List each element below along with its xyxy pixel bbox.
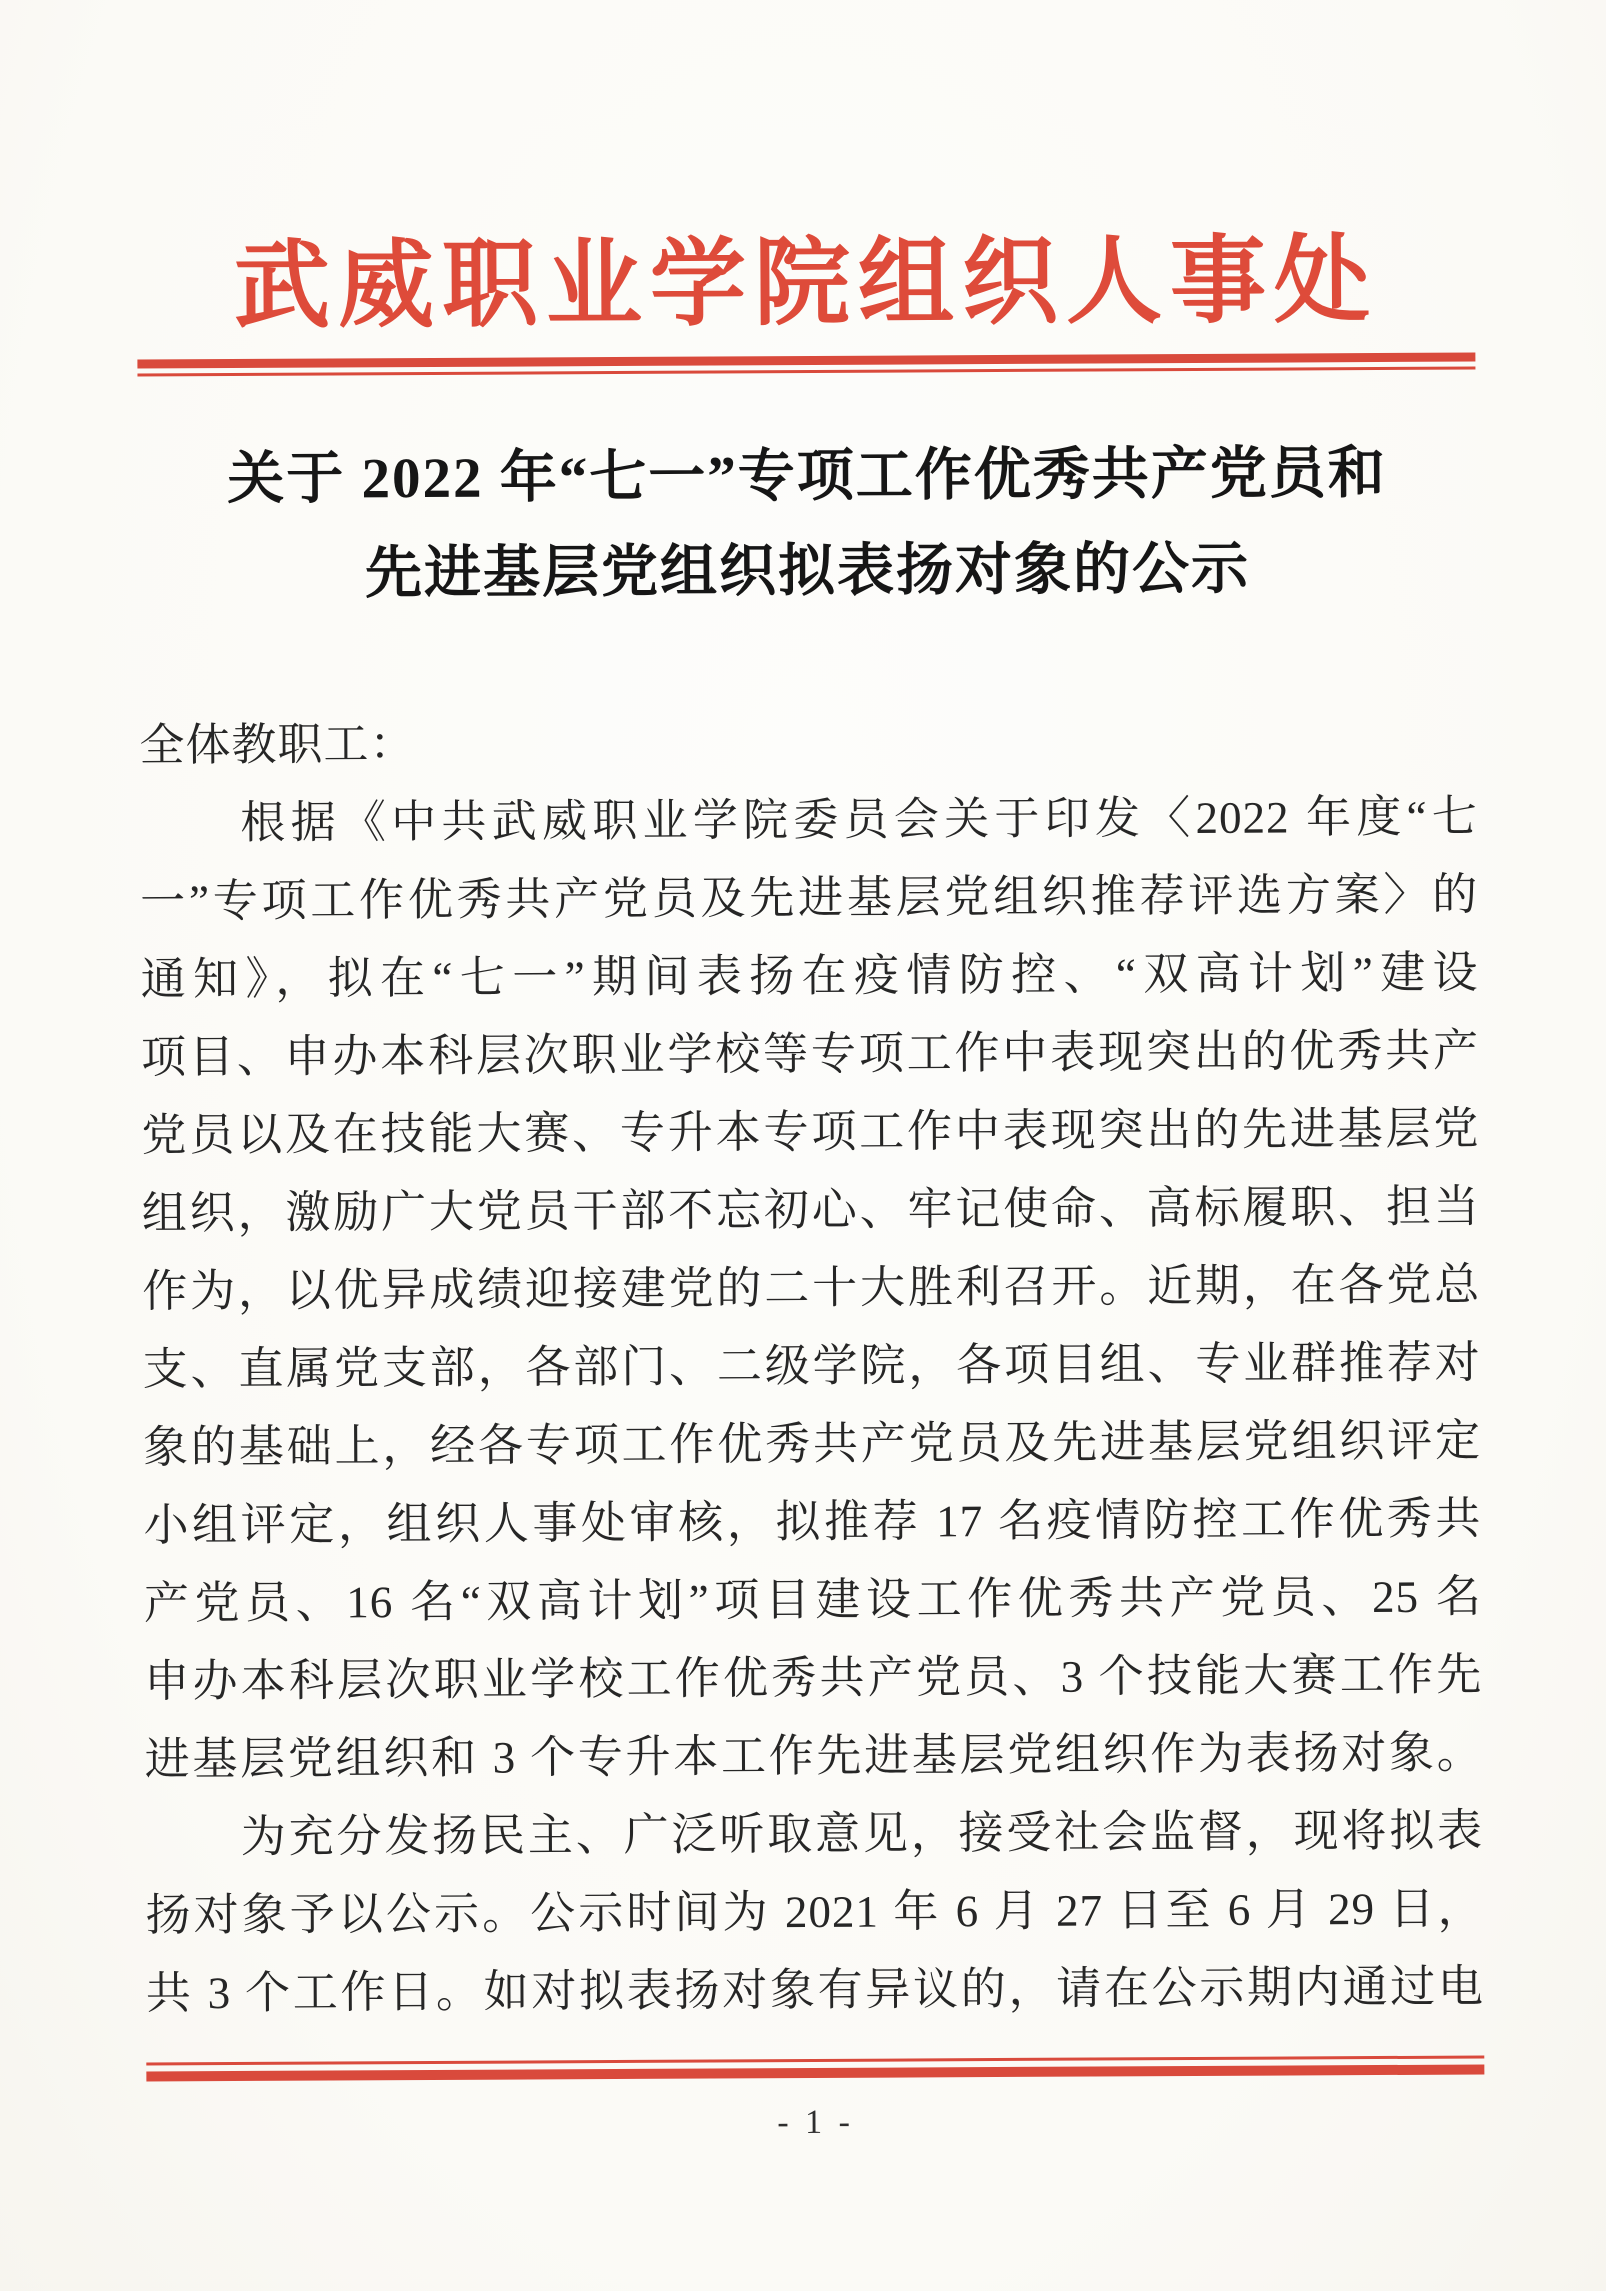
- body-line: 象的基础上，经各专项工作优秀共产党员及先进基层党组织评定: [142, 1415, 1482, 1473]
- letterhead-org-title: 武威职业学院组织人事处: [233, 227, 1379, 341]
- body-line: 通知》，拟在“七一”期间表扬在疫情防控、“双高计划”建设: [140, 947, 1479, 1005]
- body-line: 申办本科层次职业学校工作优秀共产党员、3 个技能大赛工作先: [144, 1649, 1483, 1707]
- paragraph-1: [140, 777, 1483, 1798]
- body-line: 根据《中共武威职业学院委员会关于印发〈2022 年度“七: [139, 791, 1478, 849]
- paragraph-2: [145, 1791, 1484, 2032]
- document-title-line-1: 关于 2022 年“七一”专项工作优秀共产党员和: [227, 441, 1387, 512]
- document-title: [138, 426, 1477, 623]
- body-line: 扬对象予以公示。公示时间为 2021 年 6 月 27 日至 6 月 29 日，: [145, 1883, 1484, 1941]
- body-line: 进基层党组织和 3 个专升本工作先进基层党组织作为表扬对象。: [144, 1727, 1483, 1785]
- letterhead-divider: [137, 353, 1475, 377]
- document-body: [139, 699, 1484, 2032]
- page-number: - 1 -: [777, 2103, 855, 2142]
- body-line: 作为，以优异成绩迎接建党的二十大胜利召开。近期，在各党总: [142, 1259, 1481, 1317]
- body-line: 共 3 个工作日。如对拟表扬对象有异议的，请在公示期内通过电: [145, 1961, 1485, 2019]
- scanned-content: [136, 0, 1485, 2145]
- document-title-line-2: 先进基层党组织拟表扬对象的公示: [364, 537, 1251, 606]
- body-line: 为充分发扬民主、广泛听取意见，接受社会监督，现将拟表: [144, 1805, 1484, 1863]
- body-line: 产党员、16 名“双高计划”项目建设工作优秀共产党员、25 名: [143, 1571, 1483, 1629]
- body-line: 小组评定，组织人事处审核，拟推荐 17 名疫情防控工作优秀共: [143, 1493, 1482, 1551]
- body-line: 党员以及在技能大赛、专升本专项工作中表现突出的先进基层党: [141, 1103, 1480, 1161]
- salutation: 全体教职工：: [139, 719, 416, 771]
- body-line: 支、直属党支部，各部门、二级学院，各项目组、专业群推荐对: [142, 1337, 1481, 1395]
- footer-divider: [146, 2055, 1484, 2081]
- body-line: 一”专项工作优秀共产党员及先进基层党组织推荐评选方案〉的: [140, 869, 1479, 927]
- body-line: 组织，激励广大党员干部不忘初心、牢记使命、高标履职、担当: [141, 1181, 1480, 1239]
- body-line: 项目、申办本科层次职业学校等专项工作中表现突出的优秀共产: [140, 1025, 1480, 1083]
